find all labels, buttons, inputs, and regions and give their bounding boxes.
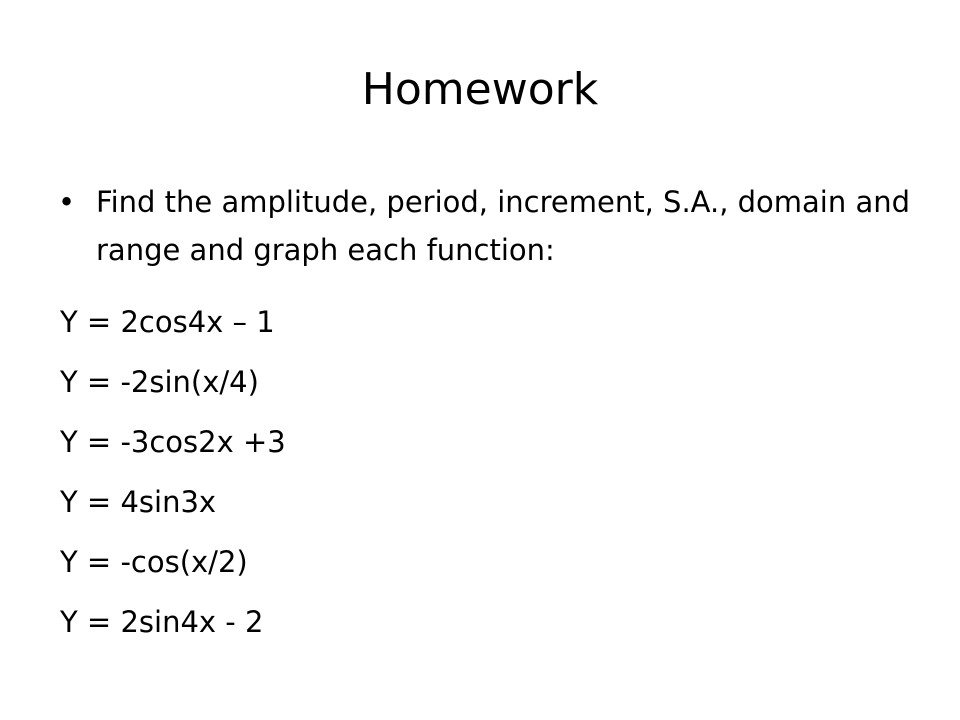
- slide-title: Homework: [361, 64, 599, 115]
- function-list: [60, 292, 860, 652]
- function-item: Y = -3cos2x +3: [60, 425, 286, 459]
- function-item: Y = -2sin(x/4): [60, 365, 259, 399]
- function-item: Y = 4sin3x: [60, 485, 217, 519]
- function-item: Y = 2sin4x - 2: [60, 605, 264, 639]
- instruction-text: Find the amplitude, period, increment, S.A., domain and range and graph each function:: [96, 185, 911, 267]
- function-item: Y = 2cos4x – 1: [60, 305, 275, 339]
- bullet-dot-icon: •: [58, 185, 76, 219]
- bullet-row: [58, 178, 918, 274]
- function-item: Y = -cos(x/2): [60, 545, 248, 579]
- instruction-bullet: [58, 178, 918, 274]
